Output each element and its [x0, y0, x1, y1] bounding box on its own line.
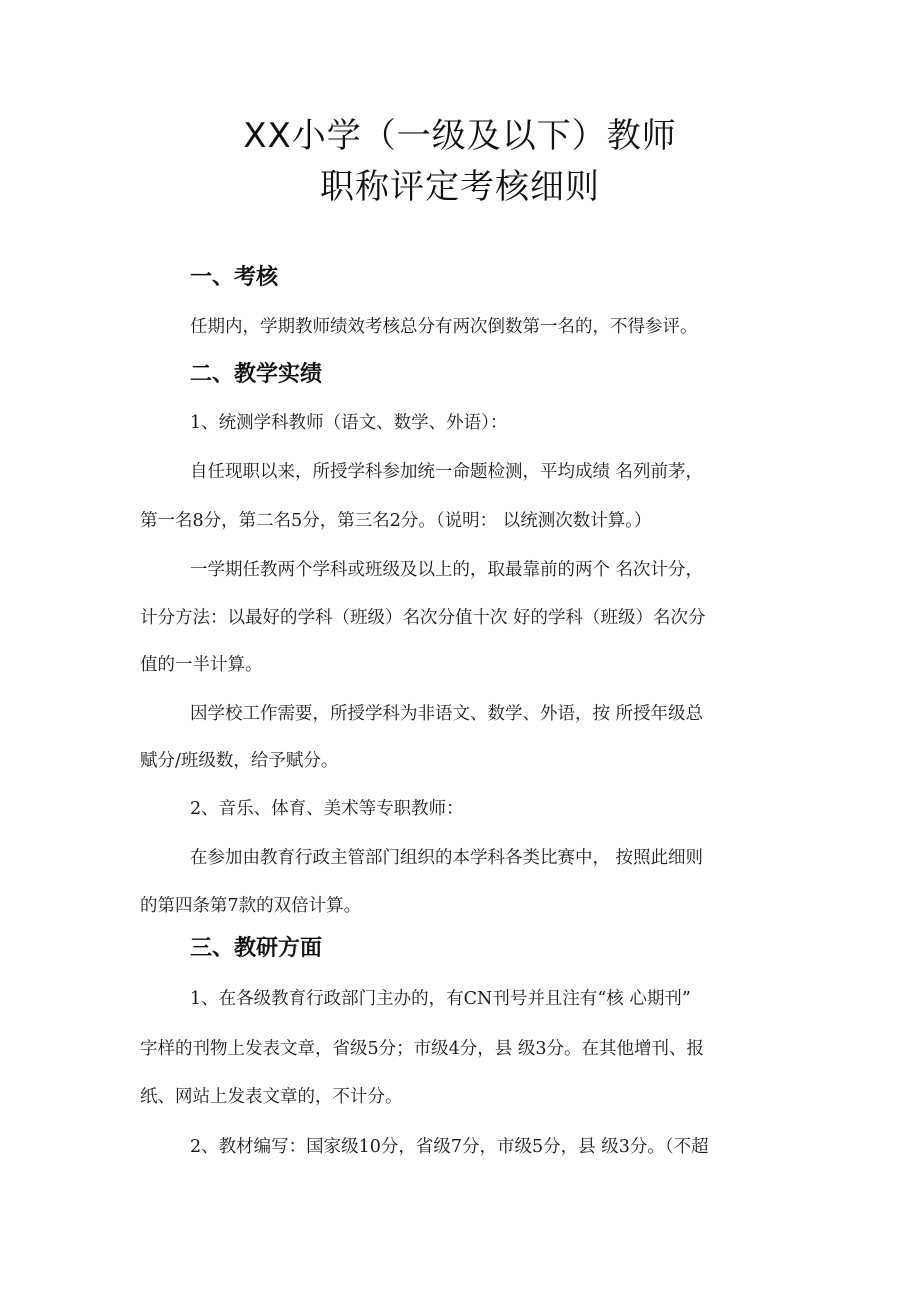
paragraph-line: 2、音乐、体育、美术等专职教师：	[190, 799, 464, 819]
section-heading-assessment: 一、考核	[190, 265, 279, 290]
paragraph-line: 自任现职以来，所授学科参加统一命题检测，平均成绩 名列前茅，	[190, 462, 704, 482]
paragraph-line: 因学校工作需要，所授学科为非语文、数学、外语，按 所授年级总	[190, 704, 704, 724]
paragraph-line: 在参加由教育行政主管部门组织的本学科各类比赛中， 按照此细则	[190, 848, 704, 868]
paragraph-line: 第一名8分，第二名5分，第三名2分。（说明： 以统测次数计算。）	[140, 511, 652, 531]
section-heading-teaching-research: 三、教研方面	[190, 936, 323, 961]
paragraph-line: 的第四条第7款的双倍计算。	[140, 896, 362, 916]
paragraph-line: 1、在各级教育行政部门主办的，有CN刊号并且注有“核 心期刊”	[190, 989, 691, 1009]
document-title-line-2: 职称评定考核细则	[320, 167, 600, 207]
paragraph-line: 2、教材编写：国家级10分，省级7分，市级5分，县 级3分。（不超	[190, 1137, 709, 1157]
paragraph-line: 计分方法：以最好的学科（班级）名次分值十次 好的学科（班级）名次分	[140, 608, 706, 628]
paragraph-line: 值的一半计算。	[140, 655, 263, 675]
paragraph-line: 纸、网站上发表文章的，不计分。	[140, 1087, 403, 1107]
paragraph-line: 一学期任教两个学科或班级及以上的，取最靠前的两个 名次计分，	[190, 560, 704, 580]
paragraph-line: 赋分/班级数，给予赋分。	[140, 751, 339, 771]
paragraph-line: 1、统测学科教师（语文、数学、外语）：	[190, 413, 508, 433]
paragraph-line: 字样的刊物上发表文章，省级5分；市级4分，县 级3分。在其他增刊、报	[140, 1039, 704, 1059]
paragraph-line: 任期内，学期教师绩效考核总分有两次倒数第一名的，不得参评。	[190, 317, 698, 337]
document-title-line-1: XX小学（一级及以下）教师	[243, 116, 677, 156]
section-heading-teaching-performance: 二、教学实绩	[190, 362, 323, 387]
